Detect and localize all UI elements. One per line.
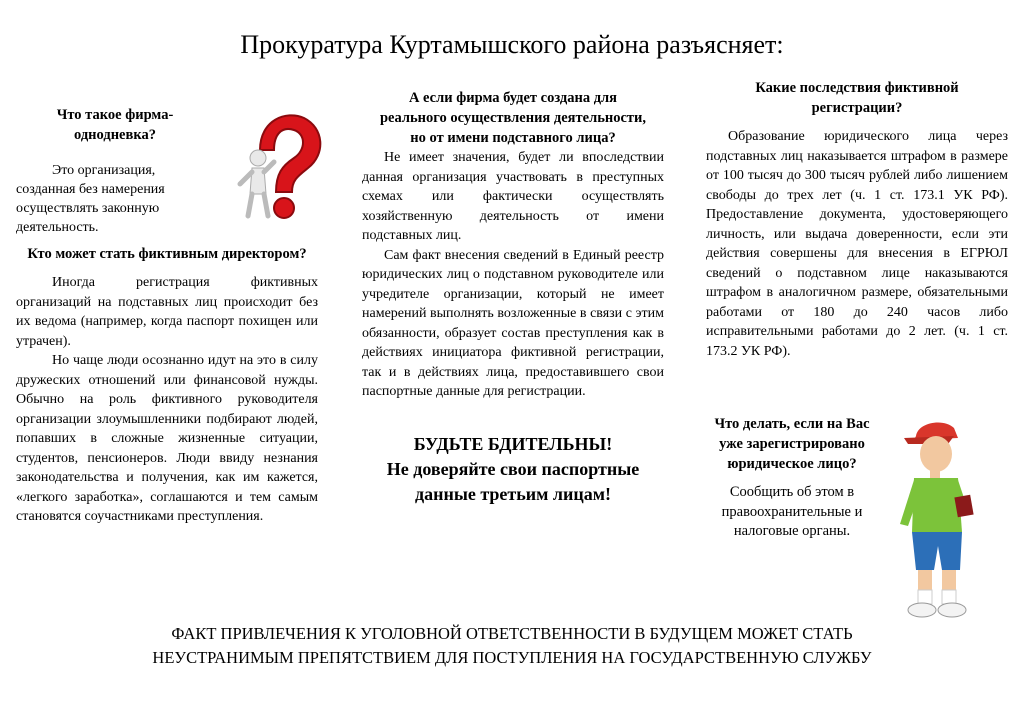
- question-real-firm: А если фирма будет создана для реального осуществления деятельности, но от имени подставного лица?: [379, 90, 647, 146]
- footer-line-1: ФАКТ ПРИВЛЕЧЕНИЯ К УГОЛОВНОЙ ОТВЕТСТВЕННОСТИ В БУДУЩЕМ МОЖЕТ СТАТЬ: [171, 624, 853, 643]
- footer-line-2: НЕУСТРАНИМЫМ ПРЕПЯТСТВИЕМ ДЛЯ ПОСТУПЛЕНИЯ НА ГОСУДАРСТВЕННУЮ СЛУЖБУ: [152, 648, 872, 667]
- question-consequences: Какие последствия фиктивной регистрации?: [755, 80, 959, 116]
- answer-what-to-do: Сообщить об этом в правоохранительные и налоговые органы.: [721, 484, 863, 539]
- alert-be-vigilant: БУДЬТЕ БДИТЕЛЬНЫ!: [413, 433, 613, 454]
- question-one-day-firm: Что такое фирма-однодневка?: [56, 107, 174, 143]
- paragraph-fictive-director-2: Но чаще люди осознанно идут на это в силу дружеских отношений или финансовой нужды. Обычно на роль фиктивного руководителя организации злоумышленники подбирают людей, попавших в сложные жизненные ситуации, студентов, пенсионеров. Люди ввиду незнания законодательства и получения, как им кажется, «легкого заработка», соглашаются и тем самым становятся соучастниками преступления.: [16, 353, 318, 524]
- footer: [0, 622, 1024, 670]
- column-2: [362, 88, 664, 507]
- paragraph-consequences: Образование юридического лица через подставных лиц наказывается штрафом в размере от 100 тысяч до 300 тысяч рублей либо лишением свободы до трех лет (ч. 1 ст. 173.1 УК РФ). Предоставление документа, удостоверяющего личность, или выдача доверенности, если эти действия совершены для внесения в ЕГРЮЛ сведений о подставном лице наказываются штрафом в аналогичном размере, обязательными работами от 180 до 240 часов либо исправительными работами до 2 лет. (ч. 1 ст. 173.2 УК РФ).: [706, 129, 1008, 359]
- column-3-lower: [706, 414, 878, 542]
- column-1: [16, 105, 214, 237]
- column-1-lower: [16, 244, 318, 527]
- alert-passport-data: Не доверяйте свои паспортные данные третьим лицам!: [386, 458, 640, 504]
- question-mark-figure-icon: [222, 108, 332, 224]
- paragraph-fictive-director-1: Иногда регистрация фиктивных организаций на подставных лиц происходит без их ведома (например, когда паспорт похищен или утрачен).: [16, 275, 318, 349]
- question-what-to-do: Что делать, если на Вас уже зарегистрировано юридическое лицо?: [714, 416, 870, 472]
- page-title: Прокуратура Куртамышского района разъясняет:: [240, 30, 784, 59]
- boy-with-passport-icon: [888, 414, 984, 626]
- question-fictive-director: Кто может стать фиктивным директором?: [27, 246, 307, 262]
- paragraph-real-firm-2: Сам факт внесения сведений в Единый реестр юридических лиц о подставном руководителе или учредителе организации, который не имеет намерений выполнять возложенные в связи с этим обязанности, образует состав преступления как в действиях инициатора фиктивной регистрации, так и в действиях лица, предоставившего свои паспортные данные для регистрации.: [362, 247, 664, 399]
- column-3: [706, 78, 1008, 361]
- paragraph-real-firm-1: Не имеет значения, будет ли впоследствии данная организация участвовать в преступных схемах или фактически осуществлять хозяйственную деятельность от имени подставных лиц.: [362, 150, 664, 243]
- answer-one-day-firm: Это организация, созданная без намерения осуществлять законную деятельность.: [16, 163, 165, 235]
